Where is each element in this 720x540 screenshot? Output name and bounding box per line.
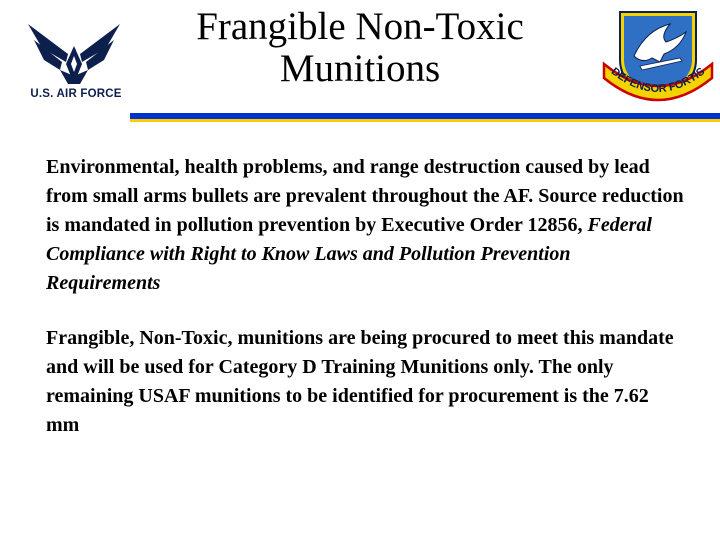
paragraph-1-italic: Federal Compliance with Right to Know Laws and Pollution Prevention Requirements: [46, 214, 652, 294]
security-forces-shield-icon: [600, 8, 716, 112]
air-force-wordmark: U.S. AIR FORCE: [30, 88, 122, 100]
title-line-1: Frangible Non-Toxic: [196, 5, 524, 48]
shield-motto: DEFENSOR FORTIS: [608, 65, 708, 96]
slide-body: [46, 153, 686, 466]
paragraph-1-text: Environmental, health problems, and range destruction caused by lead from small arms bullets are prevalent throughout the AF. Source reduction is mandated in pollution prevention by Executive Order 12856,: [46, 156, 684, 236]
page-title: [140, 6, 580, 90]
slide-header: [0, 0, 720, 112]
paragraph-1: [46, 153, 686, 298]
paragraph-2: Frangible, Non-Toxic, munitions are being procured to meet this mandate and will be used for Category D Training Munitions only. The only remaining USAF munitions to be identified for procurement is the 7.62 mm: [46, 327, 674, 436]
title-line-2: Munitions: [279, 47, 441, 90]
header-rule-yellow: [130, 119, 720, 122]
